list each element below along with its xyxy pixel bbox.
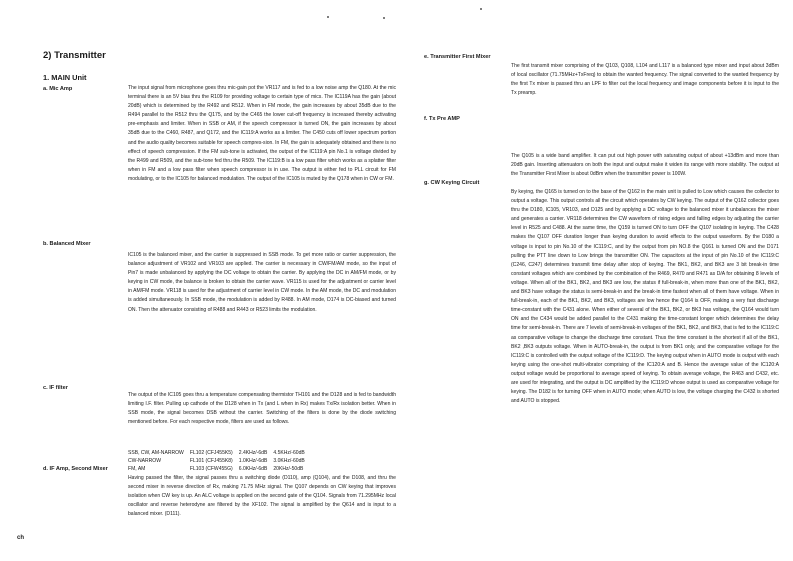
filter-table <box>128 449 311 473</box>
section-label-balanced-mixer: b. Balanced Mixer <box>43 241 91 247</box>
filter-bandwidth-stop: 4.5KHz/-60dB <box>273 450 305 456</box>
section-text-tx-first-mixer: The first transmit mixer comprising of the Q103, Q108, L104 and L117 is a balanced type mixer and input about 3dBm of local oscillator (71.75MHz+TxFreq) to obtain the wanted frequency. The signal converted to the wanted frequency by the first Tx mixer is passed thru an LPF to filter out the local frequency and image components before it is input to the Tx preamp. <box>511 63 779 97</box>
table-row <box>128 449 311 457</box>
section-label-tx-pre-amp: f. Tx Pre AMP <box>424 116 460 122</box>
filter-bandwidth-6db: 1.0KHz/-6dB <box>238 458 268 464</box>
scan-speck <box>480 8 482 10</box>
scan-speck <box>383 17 385 19</box>
section-label-mic-amp: a. Mic Amp <box>43 86 73 92</box>
section-text-tx-pre-amp: The Q105 is a wide band amplifier. It can put out high power with saturating output of about +13dBm and more than 20dB gain. Inserting attenuators on both the input and output make it widen its range with more stability. The output at the Transmitter First Mixer is about 0dBm when the transmitter power is 100W. <box>511 153 779 178</box>
chapter-title: 2) Transmitter <box>43 50 106 61</box>
page-mark: ch <box>17 535 25 541</box>
scan-speck <box>327 16 329 18</box>
filter-mode: CW-NARROW <box>128 458 161 464</box>
filter-bandwidth-6db: 2.4KHz/-6dB <box>238 450 268 456</box>
section-text-if-amp-second-mixer: Having passed the filter, the signal passes thru a switching diode (D110), amp (Q104), and the D108, and thru the second mixer in reverse direction of Rx, making 71.75 MHz signal. The Q107 depends on CW keying that improves isolation when CW key is up. An ALC voltage is applied on the second gate of the Q104. Signals from 71.295MHz local oscillator and reverse heterodyne are filtered by the XF102. The signal is amplified by the Q614 and is input to a balanced mixer. (D111). <box>128 475 396 518</box>
filter-mode: FM, AM <box>128 466 146 472</box>
filter-bandwidth-6db: 6.0KHz/-6dB <box>238 466 268 472</box>
section-text-if-filter: The output of the IC105 goes thru a temperature compensating thermistor TH101 and the D128 and is fed to bandwidth limiting I.F. filter. Pulling up cathode of the D128 when in Tx (and L when in Rx) makes Tx/Rx isolation better. When in SSB mode, the signal becomes DSB without the carrier. Switching of the filters is done by the diode switching mentioned before. For each respective mode, filters are used as follows. <box>128 392 396 426</box>
section-label-tx-first-mixer: e. Transmitter First Mixer <box>424 54 491 60</box>
filter-part: FL103 (CFW455G) <box>189 466 233 472</box>
filter-bandwidth-stop: 20KHz/-50dB <box>273 466 304 472</box>
filter-part: FL101 (CFJ455K8) <box>189 458 233 464</box>
section-label-if-amp-second-mixer: d. IF Amp, Second Mixer <box>43 466 108 472</box>
filter-part: FL102 (CFJ455K5) <box>189 450 233 456</box>
filter-bandwidth-stop: 3.0KHz/-60dB <box>273 458 305 464</box>
filter-mode: SSB, CW, AM-NARROW <box>128 450 184 456</box>
section-label-if-filter: c. IF filter <box>43 385 68 391</box>
table-row <box>128 465 311 473</box>
section-text-balanced-mixer: IC105 is the balanced mixer, and the carrier is suppressed in SSB mode. To get more ratio or carrier suppression, the balance adjustment of VR102 and VR103 are applied. The carrier is necessary in CW/FM/AM mode, so the input of Pin7 is made unbalanced by applying the DC voltage to obtain the carrier. By applying the DC in AM/FM mode, or by keying in CW mode, the balance is broken to obtain the carrier wave. VR115 is used for the adjustment or carrier level in AM/FM mode. VR118 is used for the adjustment of carrier level in CW mode. In the AM mode, the DC and modulation is added simultaneously. In SSB mode, the modulation is added by R488. In AM mode, D174 is DC-biased and turned ON. Then the attenuator consisting of R488 and R443 or R523 limits the modulation. <box>128 252 396 313</box>
subchapter-title: 1. MAIN Unit <box>43 73 87 82</box>
section-label-cw-keying: g. CW Keying Circuit <box>424 180 480 186</box>
section-text-cw-keying: By keying, the Q165 is turned on to the base of the Q162 in the main unit is pulled to Low which causes the collector to output a voltage. This output controls all the circuit which operates by CW keying. The output of the Q162 collector goes thru the D180, IC105, VR103, and D125 and by applying a DC voltage to the balanced mixer it unbalances the mixer and generates a carrier. VR118 determines the CW waveform of rising edges and falling edges by adjusting the carrier level in R525 and C488. At the same time, the Q159 is turned ON to turn OFF the Q107 isolating in keying. The C428 makes the Q107 OFF duration longer than keying duration to avoid effects to the output waveform. By the D180 a voltage is input to pin No.10 of the IC119:C, and by the output from pin NO.8 the Q161 is turned ON and the D171 pulling the PTT line down to Low brings the transmitter ON. The capacitors at the input of pin No.10 of the IC119:C (C246, C247) determines transmit time delay after stop of keying. The BK1, BK2, and BK3 are 3 bit break-in time constant voltages which are combined by the combination of the R469, R470 and R471 as D/A for obtaining 8 levels of voltage. When all of the BK1, BK2, and BK3 are low, the status if full-break-in, when more than one of the BK1, BK2, and BK3 have voltage the status is semi-break-in and the break-in time fastest when all of them have voltage. When in full-break-in, each of the BK1, BK2, and BK3, voltages are low hence the Q164 is OFF, making a very fast discharge time-constant with the C431 alone. When either of several of the BK1, BK2, or BK3 has voltage, the Q164 would turn ON and the C434 would be added parallel to the C431 making the time-constant longer which determines the delay time for semi-break-in. There are 7 levels of semi-break-in voltages of the BK1, BK2, and BK3, that is fed to the IC119:C as comparative voltage to change the discharge time constant. Thus the time constant is the shortest if all of the BK1, BK2 ,BK3 outputs voltage. When in AUTO-break-in, the output is from BK1 only, and the comparative voltage for the IC119:C is controlled with the output voltage of the IC119:D. The keying output when in AUTO mode is output with each keying using the one-shot multi-vibrator comprising of the IC120:A and B. Hence the average value of the IC120:A output voltage would be proportional to average speed of keying. To obtain average voltage, the R463 and C432, etc. are used for integrating, and the output is DC amplified by the IC119:D whose output is used as comparative voltage for keying. The D182 is for turning OFF when in AUTO mode; when AUTO is low, the voltage charging the C432 is shorted and AUTO is stopped. <box>511 189 779 405</box>
table-row <box>128 457 311 465</box>
section-text-mic-amp: The input signal from microphone goes thru mic-gain pot the VR117 and is fed to a low noise amp the Q180. At the mic terminal there is an 5V bias thru the R109 for providing voltage to certain type of mics. The IC119A has the gain (about 20dB) which is determined by the R492 and R512. When in FM mode, the gain increases by about 35dB due to the R494 parallel to the R512 thru the Q175, and by the C465 the lower cut-off frequency is increased thereby activating pre-emphasis and limiter. When in SSB or AM, if the speech compressor is turned ON, the gain increases by about 35dB due to the C460, R487, and Q172, and the IC119:A works as a limiter. The C450 cuts off lower spectrum portion and the audio quality becomes suitable for speech compres-sion. In FM, the gain is adequately obtained and there is no effect of speech compression. If the FM sub-tone is activated, the output of the IC119:A pin No.1 is voltage divided by the R499 and R509, and the sub-tone fed thru the R509. The IC119:B is a low pass filter which works as a splatter filter when in FM and a low pass filter when speech compressor is in use. The output is either fed to PLL circuit for FM modulating, or to the IC105 for balanced modulation. The output of the IC105 is muted by the Q178 when in CW or FM. <box>128 85 396 182</box>
